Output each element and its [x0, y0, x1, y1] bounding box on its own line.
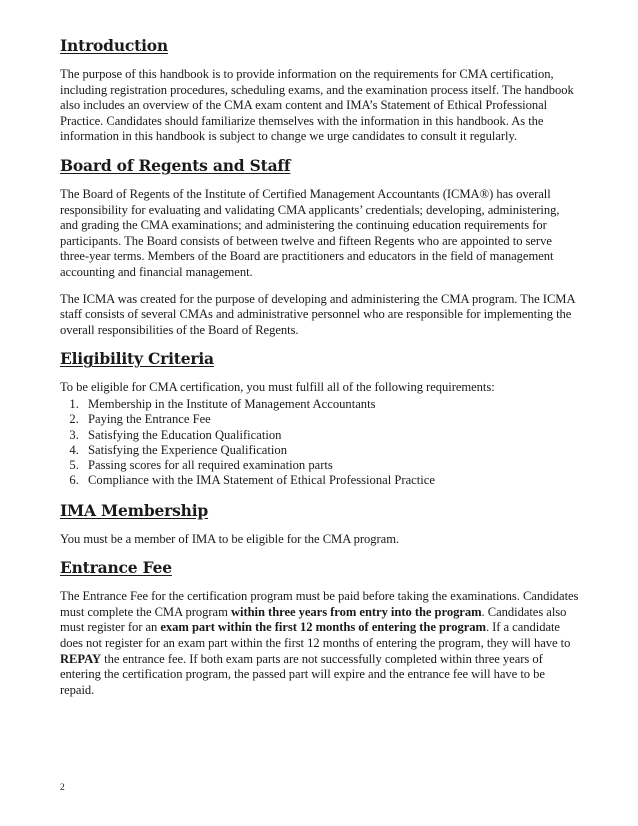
section-paragraph: The ICMA was created for the purpose of developing and administering the CMA program. The ICMA staff consists of several CMAs and administrative personnel who are responsible for implementing the overall responsibilities of the Board of Regents. [60, 291, 575, 337]
section-paragraph: To be eligible for CMA certification, you must fulfill all of the following requirements: [60, 380, 495, 395]
text-run: . Candidates also must register for an [60, 604, 567, 635]
section-paragraph: The Board of Regents of the Institute of Certified Management Accountants (ICMA®) has overall responsibility for evaluating and validating CMA applicants’ credentials; developing, administering, and grading the CMA examinations; and administering the continuing education requirements for participants. The Board consists of between twelve and fifteen Regents who are appointed to serve three-year terms. Members of the Board are practitioners and educators in the field of management accounting and financial management. [60, 186, 560, 279]
bold-text-run: exam part within the first 12 months of entering the program [160, 620, 486, 635]
list-item: 6. Compliance with the IMA Statement of Ethical Professional Practice [82, 473, 580, 488]
list-item: 1. Membership in the Institute of Management Accountants [82, 397, 580, 412]
section-paragraph [60, 589, 580, 698]
list-item: 5. Passing scores for all required examination parts [82, 458, 580, 473]
section-eligibility-criteria [60, 349, 580, 488]
section-heading: Introduction [60, 36, 168, 55]
list-item: 3. Satisfying the Education Qualification [82, 428, 580, 443]
page-number: 2 [60, 783, 65, 793]
section-heading: Eligibility Criteria [60, 349, 214, 369]
section-paragraph: You must be a member of IMA to be eligible for the CMA program. [60, 531, 400, 546]
section-entrance-fee [60, 558, 580, 698]
bold-text-run: REPAY [60, 651, 102, 666]
section-heading: IMA Membership [60, 500, 209, 520]
section-introduction [60, 36, 580, 145]
document-page [60, 36, 580, 709]
section-paragraph: The purpose of this handbook is to provide information on the requirements for CMA certification, including registration procedures, scheduling exams, and the examination process itself. The handbook also includes an overview of the CMA exam content and IMA’s Statement of Ethical Professional Practice. Candidates should familiarize themselves with the information in this handbook. As the information in this handbook is subject to change we urge candidates to consult it regularly. [60, 67, 574, 144]
section-ima-membership [60, 501, 580, 548]
text-run: the entrance fee. If both exam parts are not successfully completed within three years of entering the certification program, the passed part will expire and the entrance fee will have to be repaid. [60, 651, 545, 697]
text-run: The Entrance Fee for the certification program must be paid before taking the examinations. Candidates must complete the CMA program [60, 589, 579, 619]
section-board-of-regents [60, 156, 580, 338]
section-heading: Entrance Fee [60, 558, 172, 578]
list-item: 2. Paying the Entrance Fee [82, 412, 580, 427]
list-item: 4. Satisfying the Experience Qualification [82, 443, 580, 458]
section-heading: Board of Regents and Staff [60, 155, 291, 175]
requirements-list [60, 397, 580, 489]
bold-text-run: within three years from entry into the program [230, 604, 482, 619]
text-run: . If a candidate does not register for an exam part within the first 12 months of entering the program, they will have to [60, 620, 571, 651]
